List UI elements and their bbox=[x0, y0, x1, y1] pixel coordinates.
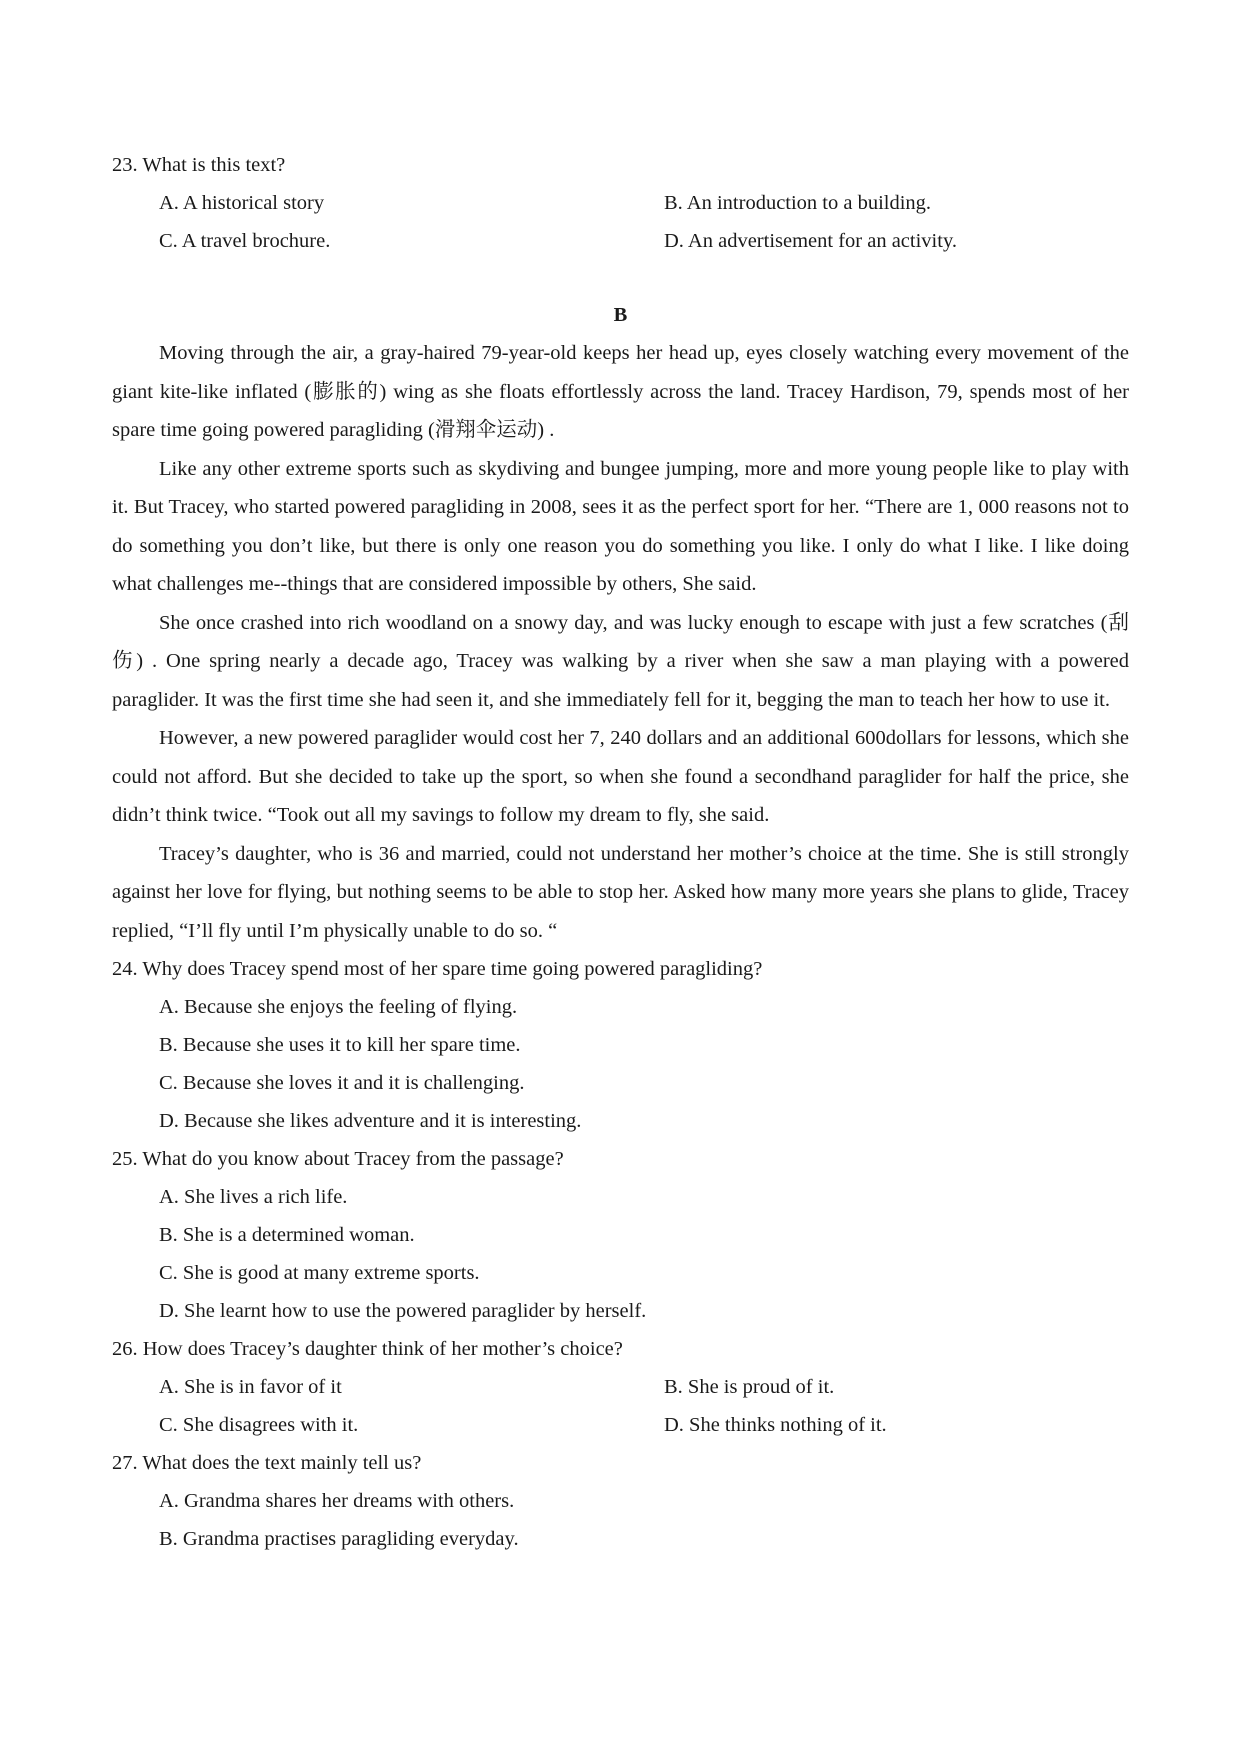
question-23: 23. What is this text? bbox=[112, 154, 286, 176]
option-25-d: D. She learnt how to use the powered paraglider by herself. bbox=[159, 1300, 647, 1322]
question-23-options-row-2 bbox=[112, 222, 1129, 260]
question-27: 27. What does the text mainly tell us? bbox=[112, 1452, 422, 1474]
document-page bbox=[112, 146, 1129, 1558]
option-23-d: D. An advertisement for an activity. bbox=[664, 230, 957, 252]
option-25-b: B. She is a determined woman. bbox=[159, 1224, 415, 1246]
option-23-c: C. A travel brochure. bbox=[159, 230, 331, 252]
option-27-a: A. Grandma shares her dreams with others. bbox=[159, 1490, 515, 1512]
question-26-options-row-1 bbox=[112, 1368, 1129, 1406]
option-26-c: C. She disagrees with it. bbox=[159, 1414, 359, 1436]
question-25: 25. What do you know about Tracey from the passage? bbox=[112, 1148, 564, 1170]
option-25-a: A. She lives a rich life. bbox=[159, 1186, 348, 1208]
option-23-a: A. A historical story bbox=[159, 192, 325, 214]
question-23-options-row-1 bbox=[112, 184, 1129, 222]
option-26-a: A. She is in favor of it bbox=[159, 1376, 342, 1398]
question-24: 24. Why does Tracey spend most of her spare time going powered paragliding? bbox=[112, 958, 763, 980]
option-26-d: D. She thinks nothing of it. bbox=[664, 1414, 887, 1436]
passage-paragraph-5: Tracey’s daughter, who is 36 and married, could not understand her mother’s choice at the time. She is still strongly against her love for flying, but nothing seems to be able to stop her. Asked how many more years she plans to glide, Tracey replied, “I’ll fly until I’m physically unable to do so. “ bbox=[112, 842, 1129, 942]
option-24-b: B. Because she uses it to kill her spare time. bbox=[159, 1034, 521, 1056]
question-26: 26. How does Tracey’s daughter think of her mother’s choice? bbox=[112, 1338, 623, 1360]
section-title-b: B bbox=[613, 304, 628, 326]
passage-paragraph-3: She once crashed into rich woodland on a snowy day, and was lucky enough to escape with just a few scratches (刮伤) . One spring nearly a decade ago, Tracey was walking by a river when she saw a man playing with a powered paraglider. It was the first time she had seen it, and she immediately fell for it, begging the man to teach her how to use it. bbox=[112, 611, 1129, 711]
option-23-b: B. An introduction to a building. bbox=[664, 192, 932, 214]
question-26-options-row-2 bbox=[112, 1406, 1129, 1444]
option-27-b: B. Grandma practises paragliding everyday. bbox=[159, 1528, 519, 1550]
option-24-c: C. Because she loves it and it is challenging. bbox=[159, 1072, 525, 1094]
option-25-c: C. She is good at many extreme sports. bbox=[159, 1262, 480, 1284]
passage-paragraph-1: Moving through the air, a gray-haired 79-year-old keeps her head up, eyes closely watching every movement of the giant kite-like inflated (膨胀的) wing as she floats effortlessly across the land. Tracey Hardison, 79, spends most of her spare time going powered paragliding (滑翔伞运动) . bbox=[112, 342, 1129, 441]
option-24-a: A. Because she enjoys the feeling of flying. bbox=[159, 996, 518, 1018]
option-26-b: B. She is proud of it. bbox=[664, 1376, 835, 1398]
passage-paragraph-2: Like any other extreme sports such as skydiving and bungee jumping, more and more young people like to play with it. But Tracey, who started powered paragliding in 2008, sees it as the perfect sport for her. “There are 1, 000 reasons not to do something you don’t like, but there is only one reason you do something you like. I only do what I like. I like doing what challenges me--things that are considered impossible by others, She said. bbox=[112, 457, 1129, 595]
option-24-d: D. Because she likes adventure and it is interesting. bbox=[159, 1110, 582, 1132]
passage-paragraph-4: However, a new powered paraglider would cost her 7, 240 dollars and an additional 600dollars for lessons, which she could not afford. But she decided to take up the sport, so when she found a secondhand paraglider for half the price, she didn’t think twice. “Took out all my savings to follow my dream to fly, she said. bbox=[112, 727, 1129, 826]
